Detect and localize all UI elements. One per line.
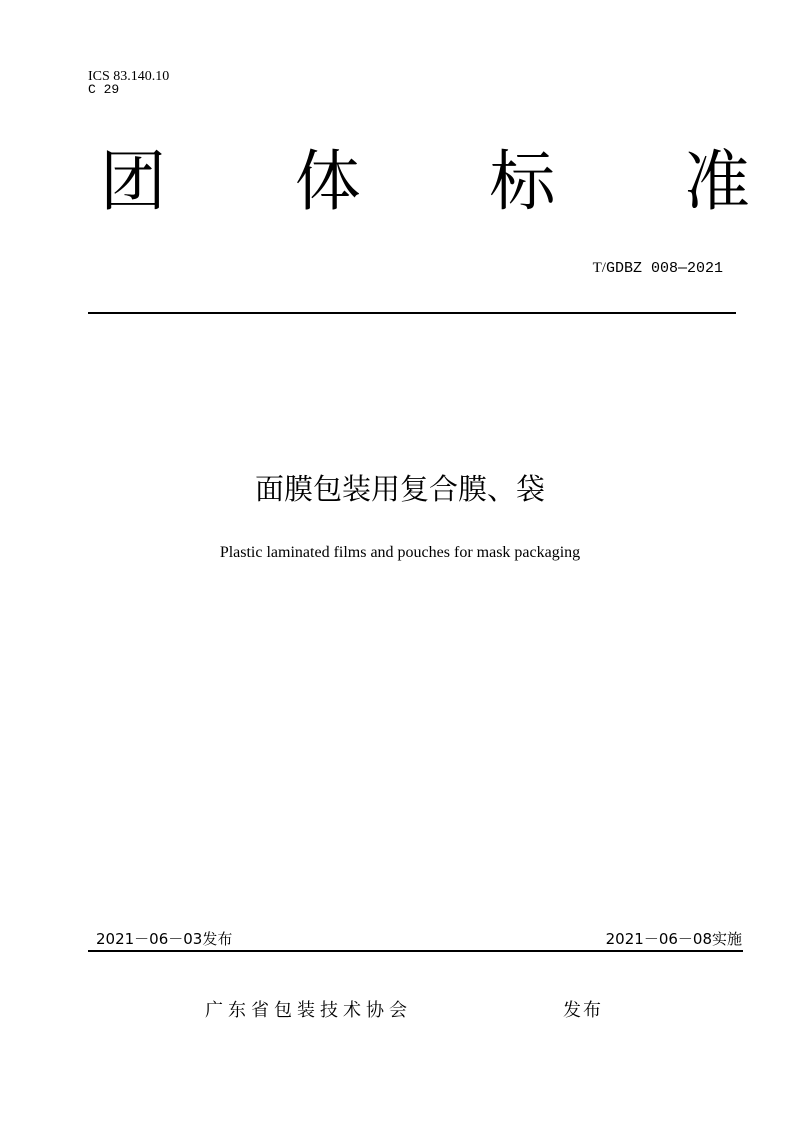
top-divider <box>88 312 736 314</box>
heading-char-1: 团 <box>100 143 166 220</box>
document-title-chinese: 面膜包装用复合膜、袋 <box>254 472 545 506</box>
heading-char-4: 准 <box>683 143 750 220</box>
heading-char-3: 标 <box>489 143 556 220</box>
ccs-code: C 29 <box>88 82 120 97</box>
document-title-english: Plastic laminated films and pouches for mask packaging <box>219 544 581 561</box>
publisher-name: 广东省包装技术协会 <box>205 1000 412 1021</box>
publish-date: 2021－06－03发布 <box>96 930 233 948</box>
standard-number-code: GDBZ 008—2021 <box>605 260 723 277</box>
bottom-divider <box>88 950 743 952</box>
ics-code: ICS 83.140.10 <box>88 69 170 84</box>
standard-number-prefix: T/ <box>592 260 606 276</box>
standard-number <box>593 259 723 278</box>
implement-date: 2021－06－08实施 <box>605 930 742 948</box>
standard-type-heading <box>100 142 750 222</box>
heading-char-2: 体 <box>294 143 361 220</box>
publish-label: 发布 <box>563 1000 603 1021</box>
